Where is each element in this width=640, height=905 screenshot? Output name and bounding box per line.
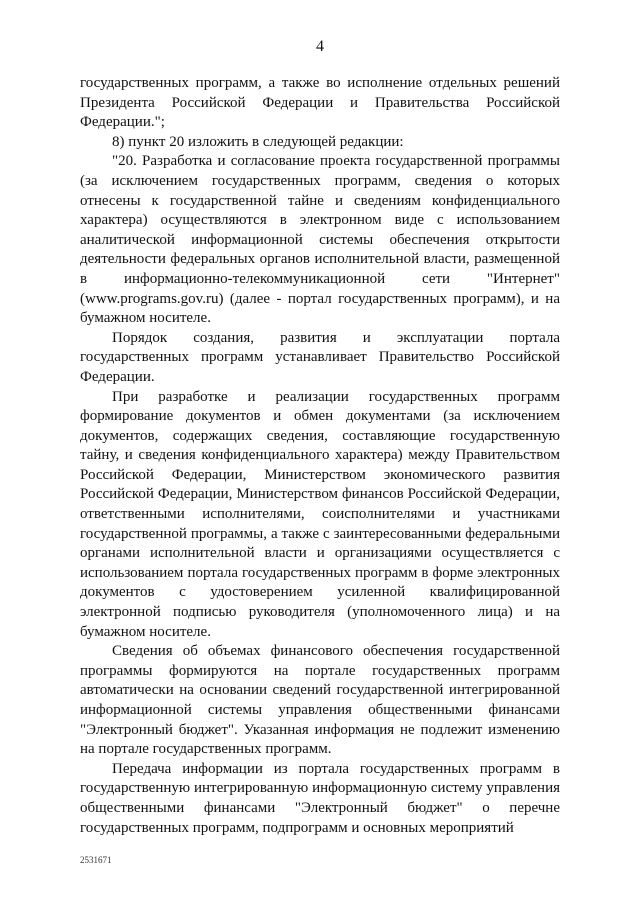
paragraph-document-exchange: При разработке и реализации государственных программ формирование документов и обмен документами (за исключением документов, содержащих сведения, составляющие государственную тайну, и сведения конфиденциального характера) между Правительством Российской Федерации, Министерством экономического развития Российской Федерации, Министерством финансов Российской Федерации, ответственными исполнителями, соисполнителями и участниками государственной программы, а также с заинтересованными федеральными органами исполнительной власти и организациями осуществляется с использованием портала государственных программ в форме электронных документов с удостоверением усиленной квалифицированной электронной подписью руководителя (уполномоченного лица) и на бумажном носителе. [80, 388, 560, 640]
paragraph-data-transfer: Передача информации из портала государственных программ в государственную интегрированную информационную систему управления общественными финансами "Электронный бюджет" о перечне государственных программ, подпрограмм и основных мероприятий [80, 760, 560, 836]
document-body [80, 74, 560, 838]
paragraph-point-20: "20. Разработка и согласование проекта государственной программы (за исключением государственных программ, сведения о которых отнесены к государственной тайне и сведениям конфиденциального характера) осуществляются в электронном виде с использованием аналитической информационной системы обеспечения открытости деятельности федеральных органов исполнительной власти, размещенной в информационно-телекоммуникационной сети "Интернет" (www.programs.gov.ru) (далее - портал государственных программ), и на бумажном носителе. [80, 153, 560, 327]
paragraph-portal-order: Порядок создания, развития и эксплуатации портала государственных программ устанавливает Правительство Российской Федерации. [80, 329, 560, 385]
paragraph-continuation: государственных программ, а также во исполнение отдельных решений Президента Российской Федерации и Правительства Российской Федерации."; [80, 75, 560, 131]
paragraph-financing-info: Сведения об объемах финансового обеспечения государственной программы формируются на портале государственных программ автоматически на основании сведений государственной интегрированной информационной системы управления общественными финансами "Электронный бюджет". Указанная информация не подлежит изменению на портале государственных программ. [80, 643, 560, 758]
document-code: 2531671 [80, 855, 112, 865]
paragraph-item-8: 8) пункт 20 изложить в следующей редакции: [112, 133, 404, 150]
page-number: 4 [316, 38, 324, 55]
